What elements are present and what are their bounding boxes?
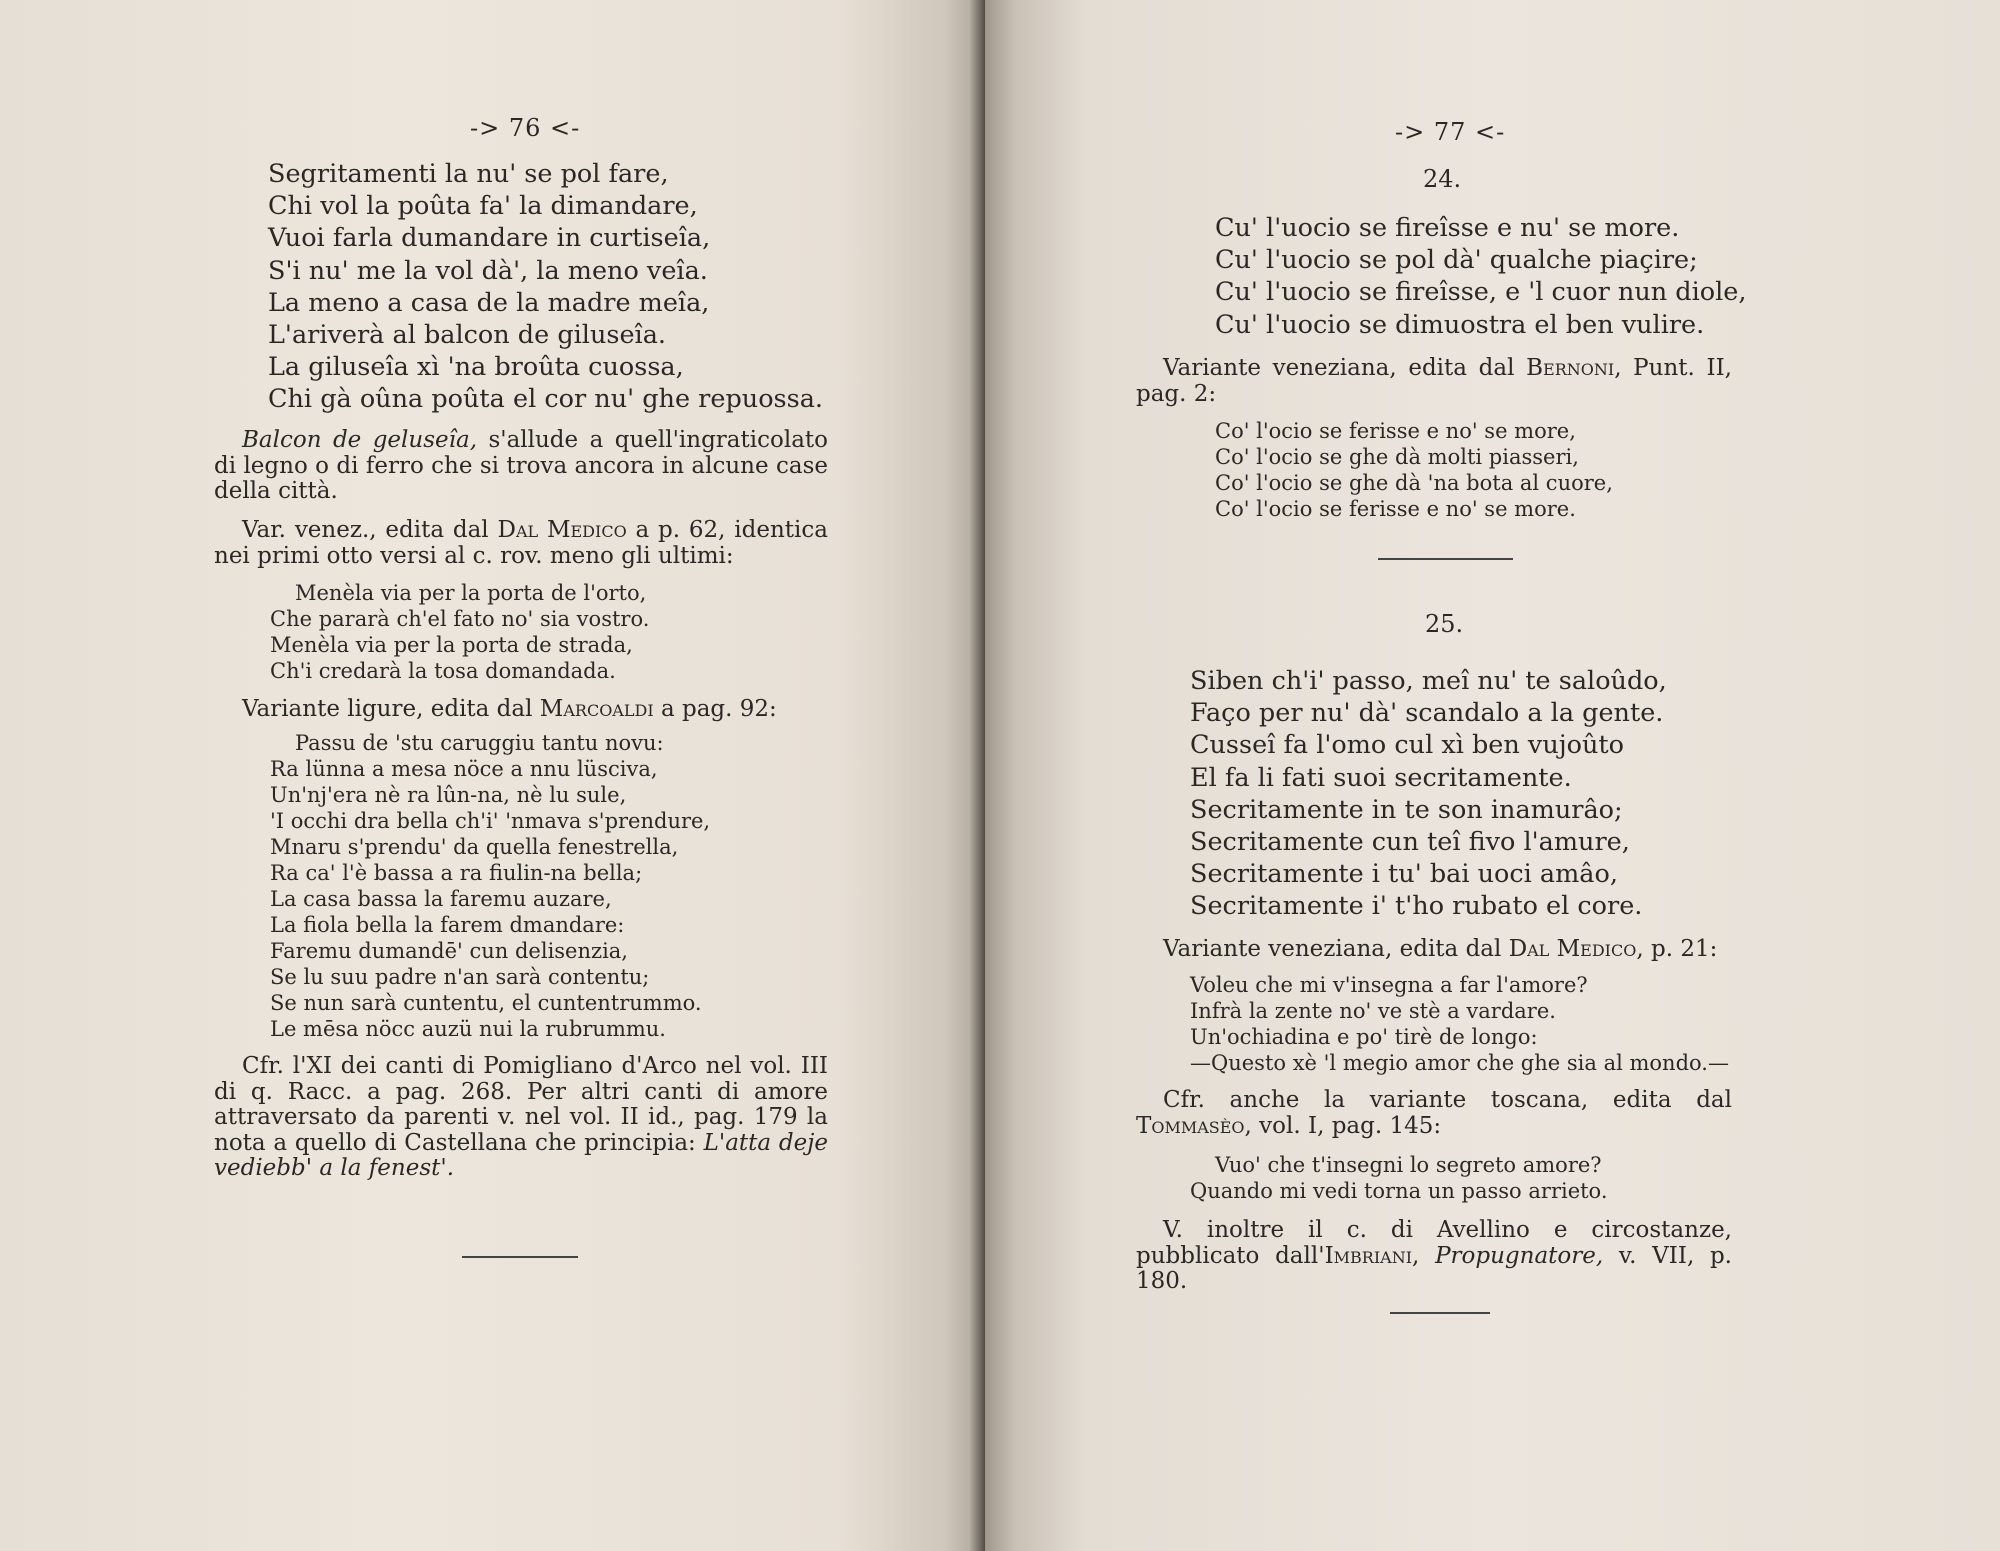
section-rule-left [462,1256,578,1258]
verse-block-24 [1215,212,1746,341]
verse-line: Menèla via per la porta de strada, [270,633,633,657]
verse-line: Voleu che mi v'insegna a far l'amore? [1190,973,1588,997]
note-dalmedico-b: , p. 21: [1636,936,1718,962]
verse-line: Ra lünna a mesa nöce a nnu lüsciva, [270,757,658,781]
note-var-venez-b: a p. 62, identica nei primi otto versi al c. rov. meno gli ultimi: [214,517,829,569]
verse-line: Chi gà oûna poûta el cor nu' ghe repuossa. [268,384,824,415]
note-var-ligure-a: Variante ligure, edita dal [242,696,540,722]
verse-line: Ch'i credarà la tosa domandada. [270,659,616,683]
note-balcon [214,428,828,505]
verse-line: Chi vol la poûta fa' la dimandare, [268,191,698,222]
note-var-venez [214,518,828,569]
note-avellino-a: V. inoltre il c. di Avellino e circostanze, pubblicato dall' [1136,1217,1732,1269]
note-var-veneziana-bernoni [1136,356,1732,407]
verse-line: Segritamenti la nu' se pol fare, [268,159,669,189]
verse-line: La meno a casa de la madre meîa, [268,287,710,318]
note-bernoni-a: Variante veneziana, edita dal [1163,355,1527,381]
note-cfr-toscana [1136,1088,1732,1139]
note-bernoni-b: , Punt. II, pag. 2: [1136,355,1732,407]
verse-line: Se nun sarà cuntentu, el cuntentrummo. [270,991,702,1015]
note-avellino-b: v. VII, p. 180. [1136,1242,1732,1294]
right-page [985,0,2000,1551]
verse-line: Co' l'ocio se ferisse e no' se more, [1215,419,1576,443]
page-number-right: -> 77 <- [1395,118,1506,146]
verse-line: L'ariverà al balcon de giluseîa. [268,320,667,351]
verse-line: El fa li fati suoi secritamente. [1190,762,1572,793]
poem-number-25: 25. [1425,610,1464,638]
note-toscana-a: Cfr. anche la variante toscana, edita dal [1163,1087,1732,1113]
verse-line: Secritamente i tu' bai uoci amâo, [1190,859,1618,890]
note-toscana-b: , vol. I, pag. 145: [1244,1112,1442,1139]
verse-line: Cu' l'uocio se pol dà' qualche piaçire; [1215,245,1698,276]
verse-line: S'i nu' me la vol dà', la meno veîa. [268,255,708,286]
verse-line: La fiola bella la farem dmandare: [270,913,625,937]
verse-line: Infrà la zente no' ve stè a vardare. [1190,999,1556,1023]
quote-block-3 [1215,418,1613,522]
verse-line: Vuoi farla dumandare in curtiseîa, [268,223,711,254]
verse-line: Un'ochiadina e po' tirè de longo: [1190,1025,1538,1049]
note-avellino-italic: Propugnatore, [1435,1242,1604,1269]
verse-line: Co' l'ocio se ghe dà 'na bota al cuore, [1215,471,1613,495]
note-avellino-author: Imbriani [1324,1242,1413,1269]
verse-line: La giluseîa xì 'na broûta cuossa, [268,352,684,383]
verse-line: Che pararà ch'el fato no' sia vostro. [270,607,650,631]
section-rule-2 [1390,1312,1490,1314]
verse-line: Faço per nu' dà' scandalo a la gente. [1190,698,1664,729]
verse-line: Menèla via per la porta de l'orto, [295,581,647,605]
verse-line: Faremu dumandē' cun delisenzia, [270,939,628,963]
quote-block-4 [1190,972,1729,1076]
verse-block-1 [268,158,823,416]
note-var-venez-a: Var. venez., edita dal [242,517,498,543]
verse-line: Siben ch'i' passo, meî nu' te saloûdo, [1190,666,1667,696]
note-var-veneziana-dalmedico [1163,937,1717,963]
verse-line: Cu' l'uocio se dimuostra el ben vulire. [1215,309,1705,340]
verse-block-25 [1190,665,1667,923]
verse-line: Vuo' che t'insegni lo segreto amore? [1215,1153,1602,1177]
note-toscana-author: Tommasèo [1136,1112,1245,1139]
page-number-left: -> 76 <- [470,114,581,142]
note-var-venez-author: Dal Medico [497,517,627,543]
verse-line: Secritamente cun teî fivo l'amure, [1190,827,1630,858]
verse-line: Cusseî fa l'omo cul xì ben vujoûto [1190,730,1625,761]
note-balcon-italic: Balcon de geluseîa, [242,427,478,453]
verse-line: 'I occhi dra bella ch'i' 'nmava s'prendure, [270,809,711,833]
verse-line: Ra ca' l'è bassa a ra fiulin-na bella; [270,861,643,885]
verse-line: Secritamente i' t'ho rubato el core. [1190,891,1643,922]
quote-block-2 [270,730,710,1042]
note-avellino: V. inoltre il c. di Avellino e circostanze, pubblicato dall'Imbriani, Propugnatore, v. VII, p. 180. [1136,1217,1732,1294]
verse-line: Cu' l'uocio se fireîsse, e 'l cuor nun diole, [1215,277,1747,308]
poem-number-24: 24. [1423,165,1462,193]
note-var-ligure-author: Marcoaldi [539,696,654,722]
verse-line: Le mēsa nöcc auzü nui la rubrummu. [270,1017,666,1041]
verse-line: Se lu suu padre n'an sarà contentu; [270,965,650,989]
verse-line: Co' l'ocio se ferisse e no' se more. [1215,497,1576,521]
verse-line: Secritamente in te son inamurâo; [1190,794,1623,825]
left-page [0,0,985,1551]
note-bernoni-author: Bernoni [1526,355,1615,381]
note-balcon-text: s'allude a quell'ingraticolato di legno o di ferro che si trova ancora in alcune case della città. [214,427,828,504]
quote-block-1 [270,580,649,684]
note-var-ligure-b: a pag. 92: [653,696,777,722]
quote-block-5 [1190,1152,1608,1204]
verse-line: —Questo xè 'l megio amor che ghe sia al mondo.— [1190,1051,1729,1075]
note-var-ligure [242,697,777,723]
note-cfr-text: Cfr. l'XI dei canti di Pomigliano d'Arco nel vol. III di q. Racc. a pag. 268. Per altri canti di amore attraversato da parenti v. nel vol. II id., pag. 179 la nota a quello di Castellana che principia: [214,1053,828,1156]
verse-line: Co' l'ocio se ghe dà molti piasseri, [1215,445,1579,469]
verse-line: Mnaru s'prendu' da quella fenestrella, [270,835,679,859]
note-cfr [214,1054,828,1182]
verse-line: Un'nj'era nè ra lûn-na, nè lu sule, [270,783,627,807]
note-dalmedico-author: Dal Medico [1508,936,1637,962]
verse-line: Cu' l'uocio se fireîsse e nu' se more. [1215,213,1680,243]
note-cfr-italic: L'atta deje vediebb' a la fenest'. [214,1129,828,1181]
section-rule-1 [1378,558,1513,560]
note-dalmedico-a: Variante veneziana, edita dal [1163,936,1509,962]
verse-line: La casa bassa la faremu auzare, [270,887,612,911]
verse-line: Passu de 'stu caruggiu tantu novu: [295,731,664,755]
verse-line: Quando mi vedi torna un passo arrieto. [1190,1179,1608,1203]
